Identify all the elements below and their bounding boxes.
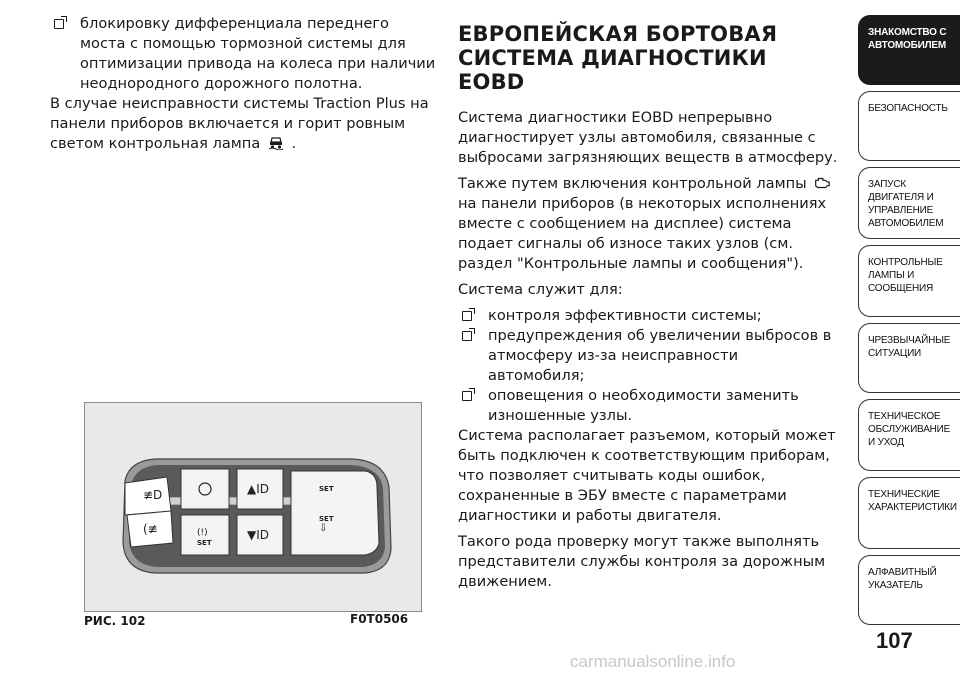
list-item: контроля эффективности системы;	[458, 306, 838, 326]
paragraph: Система располагает разъемом, который может быть подключен к соответствующим приборам, что позволяет считывать коды ошибок, сохраненные в ЭБУ вместе с параметрами диагностики и работы двигателя.	[458, 427, 836, 524]
paragraph: Такого рода проверку могут также выполнять представители службы контроля за дорожным движением.	[458, 533, 826, 590]
rear-fog-button	[127, 511, 173, 547]
list-item: оповещения о необходимости заменить изношенные узлы.	[458, 386, 838, 426]
page-number: 107	[876, 628, 913, 653]
tab-introduction[interactable]: ЗНАКОМСТВО С АВТОМОБИЛЕМ	[858, 15, 960, 85]
tab-warning-lights[interactable]: КОНТРОЛЬНЫЕ ЛАМПЫ И СООБЩЕНИЯ	[858, 245, 960, 317]
bullet-icon	[54, 19, 64, 29]
paragraph: Также путем включения контрольной лампы на панели приборов (в некоторых исполнениях вместе с сообщением на дисплее) система подает сигналы об износе таких узлов (см. раздел "Контрольные лампы и сообщения").	[458, 174, 838, 274]
tab-emergency[interactable]: ЧРЕЗВЫЧАЙНЫЕ СИТУАЦИИ	[858, 323, 960, 393]
figure-caption: РИС. 102	[84, 614, 146, 628]
tab-safety[interactable]: БЕЗОПАСНОСТЬ	[858, 91, 960, 161]
left-column	[50, 14, 438, 160]
svg-text:SET: SET	[197, 539, 212, 547]
svg-text:▲ID: ▲ID	[247, 482, 270, 496]
chapter-tabs	[858, 15, 960, 631]
headlamp-up-button	[237, 469, 283, 509]
svg-text:⇩: ⇩	[319, 523, 328, 534]
svg-text:SET: SET	[319, 485, 334, 493]
tab-index[interactable]: АЛФАВИТНЫЙ УКАЗАТЕЛЬ	[858, 555, 960, 625]
bullet-icon	[462, 391, 472, 401]
paragraph: Система диагностики EOBD непрерывно диагностирует узлы автомобиля, связанные с выбросами загрязняющих веществ в атмосферу.	[458, 109, 838, 166]
traction-button	[181, 469, 229, 509]
figure-button-panel	[84, 402, 422, 612]
svg-text:SET: SET	[319, 515, 334, 523]
bullet-icon	[462, 331, 472, 341]
right-column	[458, 22, 838, 598]
list-item: блокировку дифференциала переднего моста с помощью тормозной системы для оптимизации привода на колеса при наличии неоднородного дорожного полотна.	[50, 14, 438, 94]
bullet-icon	[462, 311, 472, 321]
headlamp-down-button	[237, 515, 283, 555]
tpms-set-button	[181, 515, 229, 555]
tab-starting-driving[interactable]: ЗАПУСК ДВИГАТЕЛЯ И УПРАВЛЕНИЕ АВТОМОБИЛЕМ	[858, 167, 960, 239]
tab-maintenance[interactable]: ТЕХНИЧЕСКОЕ ОБСЛУЖИВАНИЕ И УХОД	[858, 399, 960, 471]
trip-set-button	[291, 471, 379, 555]
tab-technical-specs[interactable]: ТЕХНИЧЕСКИЕ ХАРАКТЕРИСТИКИ	[858, 477, 960, 549]
engine-check-lamp-icon	[813, 176, 831, 190]
front-fog-button	[125, 477, 171, 515]
svg-text:(≢: (≢	[143, 522, 158, 536]
list-item: предупреждения об увеличении выбросов в атмосферу из-за неисправности автомобиля;	[458, 326, 838, 386]
paragraph: Система служит для:	[458, 281, 623, 298]
svg-text:(!): (!)	[197, 528, 208, 538]
button-panel-illustration	[85, 403, 421, 611]
watermark: carmanualsonline.info	[570, 652, 736, 671]
figure-code: F0T0506	[350, 612, 409, 626]
section-heading: ЕВРОПЕЙСКАЯ БОРТОВАЯ СИСТЕМА ДИАГНОСТИКИ EOBD	[458, 22, 778, 94]
svg-text:▼ID: ▼ID	[247, 528, 270, 542]
traction-plus-warning-lamp-icon	[267, 136, 285, 150]
paragraph: В случае неисправности системы Traction Plus на панели приборов включается и горит ровным светом контрольная лампа .	[50, 95, 429, 152]
svg-text:≢D: ≢D	[143, 488, 163, 502]
